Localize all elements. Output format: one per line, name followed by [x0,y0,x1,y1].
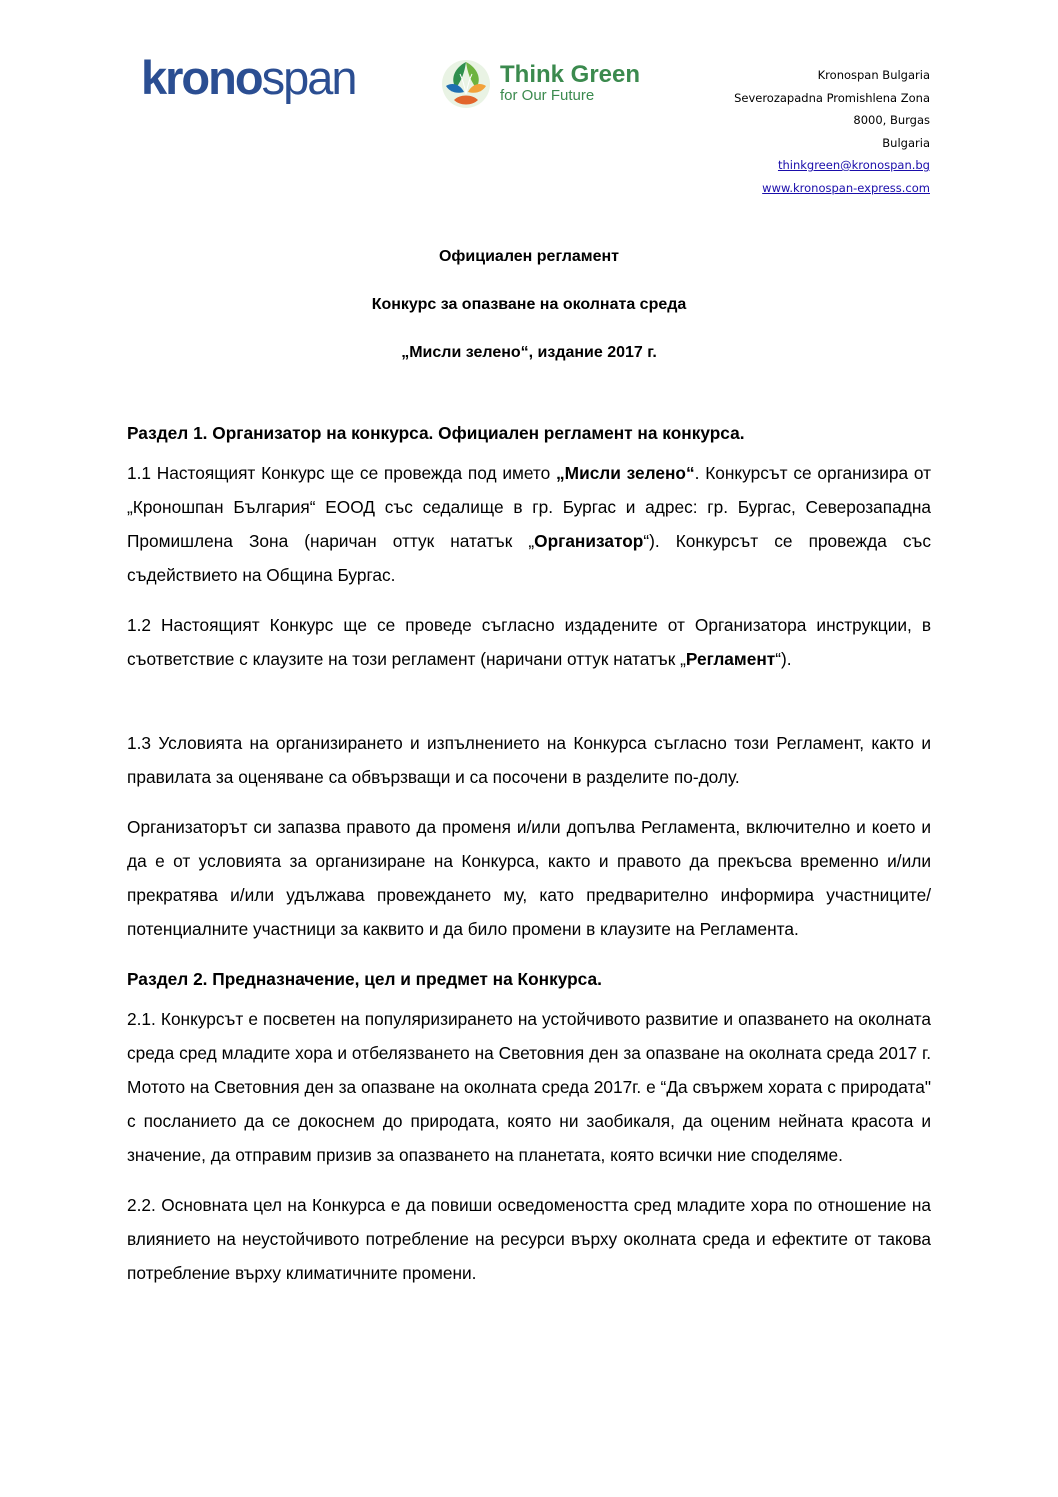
think-green-title: Think Green [500,61,641,88]
address-city: 8000, Burgas [853,113,930,127]
think-green-subtitle: for Our Future [500,87,595,104]
think-green-logo [440,58,670,110]
document-edition: „Мисли зелено“, издание 2017 г. [401,344,657,361]
paragraph-1-1-text: 1.1 Настоящият Конкурс ще се провежда под името [127,463,557,483]
document-titles [0,246,1058,390]
paragraph-1-2-text: 1.2 Настоящият Конкурс ще се проведе съгласно издадените от Организатора инструкции, в съответствие с клаузите на този регламент (наричани оттук нататък „ [127,615,931,669]
document-subtitle: Конкурс за опазване на околната среда [371,296,687,313]
paragraph-1-1 [127,456,931,592]
regulation-term: Регламент [685,649,776,669]
document-title: Официален регламент [438,248,620,265]
website-link[interactable]: www.kronospan-express.com [762,180,930,195]
address-street: Severozapadna Promishlena Zona [734,90,930,105]
organizer-term: Организатор [534,531,644,551]
paragraph-1-4: Организаторът си запазва правото да променя и/или допълва Регламента, включително и което и да е от условията за организиране на Конкурса, както и правото да прекъсва временно и/или прекратява и/или удължава провеждането му, като предварително информира участниците/потенциалните участници за каквито и да било промени в клаузите на Регламента. [127,817,931,939]
paragraph-2-2: 2.2. Основната цел на Конкурса е да повиши осведомеността сред младите хора по отношение на влиянието на неустойчивото потребление на ресурси върху околната среда и ефектите от такова потребление върху климатичните промени. [127,1195,931,1283]
address-country: Bulgaria [882,135,930,150]
paragraph-1-2 [127,608,931,676]
contest-name: „Мисли зелено“ [556,463,695,483]
paragraph-2-1: 2.1. Конкурсът е посветен на популяризирането на устойчивото развитие и опазването на околната среда сред младите хора и отбелязването на Световния ден за опазване на околната среда 2017 г. Мотото на Световния ден за опазване на околната среда 2017г. е “Да свържем хората с природата" с посланието да се докоснем до природата, която ни заобикаля, да оценим нейната красота и значение, да отправим призив за опазването на планетата, която всички ние споделяме. [127,1009,931,1165]
leaf-globe-icon [440,58,492,110]
section-2-heading: Раздел 2. Предназначение, цел и предмет на Конкурса. [127,969,602,989]
letterhead [0,0,1058,200]
paragraph-1-3: 1.3 Условията на организирането и изпълнението на Конкурса съгласно този Регламент, както и правилата за оценяване са обвързващи и са посочени в разделите по-долу. [127,733,931,787]
paragraph-1-2-text-2: “). [775,649,792,669]
section-1-heading: Раздел 1. Организатор на конкурса. Официален регламент на конкурса. [127,423,745,443]
document-body [127,416,931,1306]
email-link[interactable]: thinkgreen@kronospan.bg [777,158,930,172]
company-address [734,64,930,199]
address-company-name: Kronospan Bulgaria [817,68,930,82]
kronospan-logo: kronospan [141,51,356,104]
paragraph-1-1-text-2: . Конкурсът се организира от „Кроношпан България“ ЕООД със седалище в гр. Бургас и адрес: гр. Бургас, Северозападна Промишлена Зона (наричан оттук нататък „ [127,463,932,551]
paragraph-1-1-text-3: “). Конкурсът се провежда със съдействието на Община Бургас. [127,531,931,585]
